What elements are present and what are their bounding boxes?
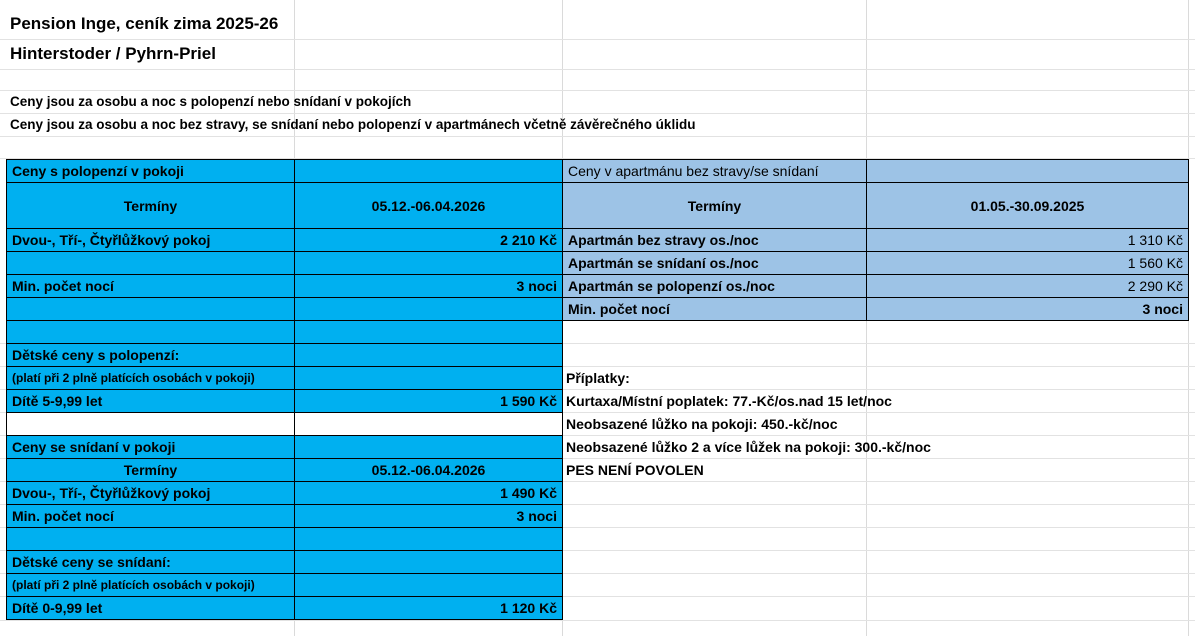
surcharges-title: Příplatky: (566, 370, 630, 386)
breakfast-terms-date: 05.12.-06.04.2026 (295, 459, 563, 482)
note-rooms: Ceny jsou za osobu a noc s polopenzí nebo snídaní v pokojích (10, 94, 412, 109)
empty-cell (295, 298, 563, 321)
halfboard-min-label: Min. počet nocí (7, 275, 295, 298)
apartment-row-price: 1 560 Kč (867, 252, 1189, 275)
apartment-row-label: Apartmán se snídaní os./noc (563, 252, 867, 275)
apartment-min-value: 3 noci (867, 298, 1189, 321)
row-gridline (0, 39, 1195, 40)
empty-cell (295, 321, 563, 344)
breakfast-child-price: 1 120 Kč (295, 597, 563, 620)
breakfast-child-label: Dítě 0-9,99 let (7, 597, 295, 620)
breakfast-child-title: Dětské ceny se snídaní: (7, 551, 295, 574)
surcharge-item: Kurtaxa/Místní poplatek: 77.-Kč/os.nad 15 let/noc (566, 393, 892, 409)
surcharge-item: Neobsazené lůžko na pokoji: 450.-kč/noc (566, 416, 838, 432)
surcharge-item: Neobsazené lůžko 2 a více lůžek na pokoji: 300.-kč/noc (566, 439, 931, 455)
apartment-terms-date: 01.05.-30.09.2025 (867, 183, 1189, 229)
breakfast-room-price: 1 490 Kč (295, 482, 563, 505)
empty-cell (295, 413, 563, 436)
empty-cell (7, 252, 295, 275)
note-apartments: Ceny jsou za osobu a noc bez stravy, se snídaní nebo polopenzí v apartmánech včetně závěrečného úklidu (10, 117, 696, 132)
empty-cell (7, 321, 295, 344)
row-gridline (0, 620, 1195, 621)
apartment-terms-label: Termíny (563, 183, 867, 229)
empty-cell (295, 344, 563, 367)
breakfast-terms-label: Termíny (7, 459, 295, 482)
empty-cell (7, 298, 295, 321)
page-title: Pension Inge, ceník zima 2025-26 (10, 14, 279, 33)
empty-cell (295, 574, 563, 597)
halfboard-child-note: (platí při 2 plně platících osobách v pokoji) (7, 367, 295, 390)
apartment-row-label: Apartmán se polopenzí os./noc (563, 275, 867, 298)
empty-cell (295, 528, 563, 551)
empty-cell (295, 252, 563, 275)
empty-cell (867, 160, 1189, 183)
empty-cell (295, 551, 563, 574)
breakfast-min-label: Min. počet nocí (7, 505, 295, 528)
breakfast-min-value: 3 noci (295, 505, 563, 528)
apartment-row-price: 1 310 Kč (867, 229, 1189, 252)
row-gridline (0, 69, 1195, 70)
row-gridline (0, 113, 1195, 114)
apartment-title: Ceny v apartmánu bez stravy/se snídaní (563, 160, 867, 183)
room-price-table (6, 159, 563, 620)
apartment-min-label: Min. počet nocí (563, 298, 867, 321)
breakfast-room-label: Dvou-, Tří-, Čtyřlůžkový pokoj (7, 482, 295, 505)
breakfast-title: Ceny se snídaní v pokoji (7, 436, 295, 459)
empty-cell (295, 367, 563, 390)
halfboard-terms-label: Termíny (7, 183, 295, 229)
apartment-row-price: 2 290 Kč (867, 275, 1189, 298)
halfboard-room-price: 2 210 Kč (295, 229, 563, 252)
halfboard-title: Ceny s polopenzí v pokoji (7, 160, 295, 183)
row-gridline (0, 136, 1195, 137)
halfboard-child-title: Dětské ceny s polopenzí: (7, 344, 295, 367)
halfboard-room-label: Dvou-, Tří-, Čtyřlůžkový pokoj (7, 229, 295, 252)
empty-cell (295, 160, 563, 183)
apartment-price-table (562, 159, 1189, 321)
empty-cell (7, 528, 295, 551)
breakfast-child-note: (platí při 2 plně platících osobách v pokoji) (7, 574, 295, 597)
surcharge-item: PES NENÍ POVOLEN (566, 462, 704, 478)
halfboard-child-label: Dítě 5-9,99 let (7, 390, 295, 413)
halfboard-min-value: 3 noci (295, 275, 563, 298)
halfboard-terms-date: 05.12.-06.04.2026 (295, 183, 563, 229)
empty-cell (295, 436, 563, 459)
row-gridline (0, 90, 1195, 91)
empty-cell (7, 413, 295, 436)
halfboard-child-price: 1 590 Kč (295, 390, 563, 413)
apartment-row-label: Apartmán bez stravy os./noc (563, 229, 867, 252)
location-title: Hinterstoder / Pyhrn-Priel (10, 44, 216, 63)
